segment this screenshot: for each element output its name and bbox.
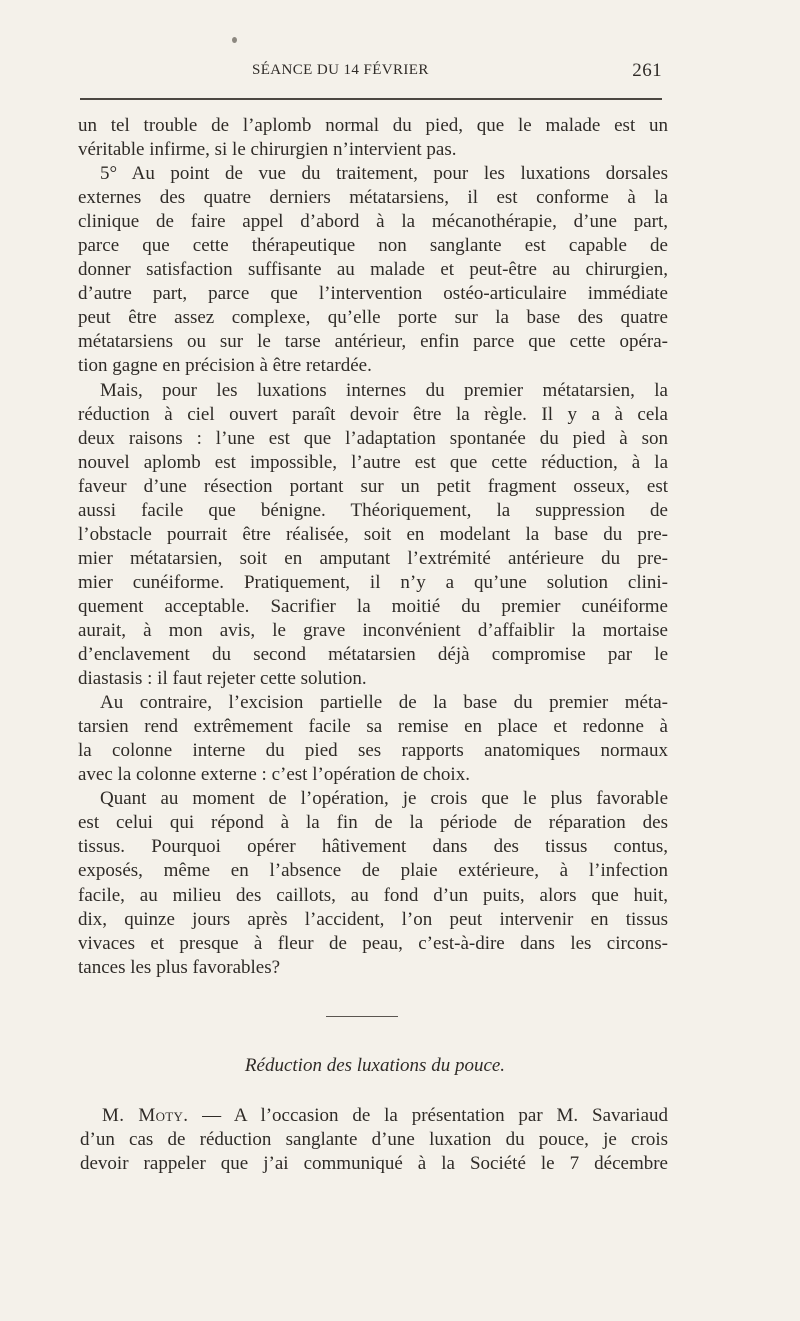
section-divider	[326, 1016, 398, 1017]
text-line: quement acceptable. Sacrifier la moitié du premier cunéiforme	[78, 595, 668, 617]
text-line: réduction à ciel ouvert paraît devoir être la règle. Il y a à cela	[78, 403, 668, 425]
line-text: — A l’occasion de la présentation par M. Savariaud	[188, 1105, 668, 1126]
text-line: externes des quatre derniers métatarsiens, il est conforme à la	[78, 187, 668, 209]
text-line: exposés, même en l’absence de plaie extérieure, à l’infection	[78, 860, 668, 882]
text-line: un tel trouble de l’aplomb normal du pied, que le malade est un	[78, 115, 668, 136]
text-line: d’un cas de réduction sanglante d’une luxation du pouce, je crois	[80, 1129, 668, 1151]
section-title: Réduction des luxations du pouce.	[244, 1055, 506, 1076]
text-line: tarsien rend extrêmement facile sa remise en place et redonne à	[78, 716, 668, 738]
text-line: d’enclavement du second métatarsien déjà compromise par le	[78, 644, 668, 666]
text-line: Quant au moment de l’opération, je crois que le plus favorable	[100, 788, 668, 810]
text-line: tion gagne en précision à être retardée.	[78, 355, 372, 377]
text-line: aussi facile que bénigne. Théoriquement, la suppression de	[78, 499, 668, 521]
text-line: dix, quinze jours après l’accident, l’on peut intervenir en tissus	[78, 908, 668, 930]
ink-speck	[232, 37, 237, 43]
page-number: 261	[632, 60, 662, 81]
text-line: Mais, pour les luxations internes du premier métatarsien, la	[100, 379, 668, 401]
text-line: d’autre part, parce que l’intervention ostéo-articulaire immédiate	[78, 283, 668, 305]
next-section-text	[80, 1104, 668, 1176]
text-line: Au contraire, l’excision partielle de la base du premier méta-	[100, 692, 668, 714]
header-rule	[80, 98, 662, 100]
text-line: diastasis : il faut rejeter cette solution.	[78, 668, 367, 690]
text-line: faveur d’une résection portant sur un petit fragment osseux, est	[78, 475, 668, 497]
running-head	[82, 62, 662, 86]
text-line: clinique de faire appel d’abord à la mécanothérapie, d’une part,	[78, 211, 668, 233]
text-line: est celui qui répond à la fin de la période de réparation des	[78, 812, 668, 834]
text-line: la colonne interne du pied ses rapports anatomiques normaux	[78, 740, 668, 762]
text-line: aurait, à mon avis, le grave inconvénient d’affaiblir la mortaise	[78, 619, 668, 641]
text-line: mier métatarsien, soit en amputant l’extrémité antérieure du pre-	[78, 547, 668, 569]
text-line: facile, au milieu des caillots, au fond d’un puits, alors que huit,	[78, 884, 668, 906]
body-text	[78, 114, 668, 980]
text-line: deux raisons : l’une est que l’adaptation spontanée du pied à son	[78, 427, 668, 449]
text-line: mier cunéiforme. Pratiquement, il n’y a qu’une solution clini-	[78, 571, 668, 593]
text-line: donner satisfaction suffisante au malade et peut-être au chirurgien,	[78, 259, 668, 281]
text-line: nouvel aplomb est impossible, l’autre est que cette réduction, à la	[78, 451, 668, 473]
running-title: SÉANCE DU 14 FÉVRIER	[252, 62, 429, 78]
text-line	[80, 1104, 668, 1128]
text-line: peut être assez complexe, qu’elle porte sur la base des quatre	[78, 307, 668, 329]
text-line: tances les plus favorables?	[78, 956, 281, 978]
text-line: l’obstacle pourrait être réalisée, soit en modelant la base du pre-	[78, 523, 668, 545]
speaker-name: M. Moty.	[102, 1105, 189, 1126]
text-line: métatarsiens ou sur le tarse antérieur, enfin parce que cette opéra-	[78, 331, 668, 353]
text-line: vivaces et presque à fleur de peau, c’est-à-dire dans les circons-	[78, 932, 668, 954]
text-line: avec la colonne externe : c’est l’opération de choix.	[78, 764, 470, 786]
text-line: tissus. Pourquoi opérer hâtivement dans des tissus contus,	[78, 836, 668, 858]
text-line: 5° Au point de vue du traitement, pour les luxations dorsales	[100, 163, 668, 185]
text-line: devoir rappeler que j’ai communiqué à la Société le 7 décembre	[80, 1153, 668, 1175]
text-line: parce que cette thérapeutique non sanglante est capable de	[78, 235, 668, 257]
text-line: véritable infirme, si le chirurgien n’intervient pas.	[78, 139, 457, 161]
